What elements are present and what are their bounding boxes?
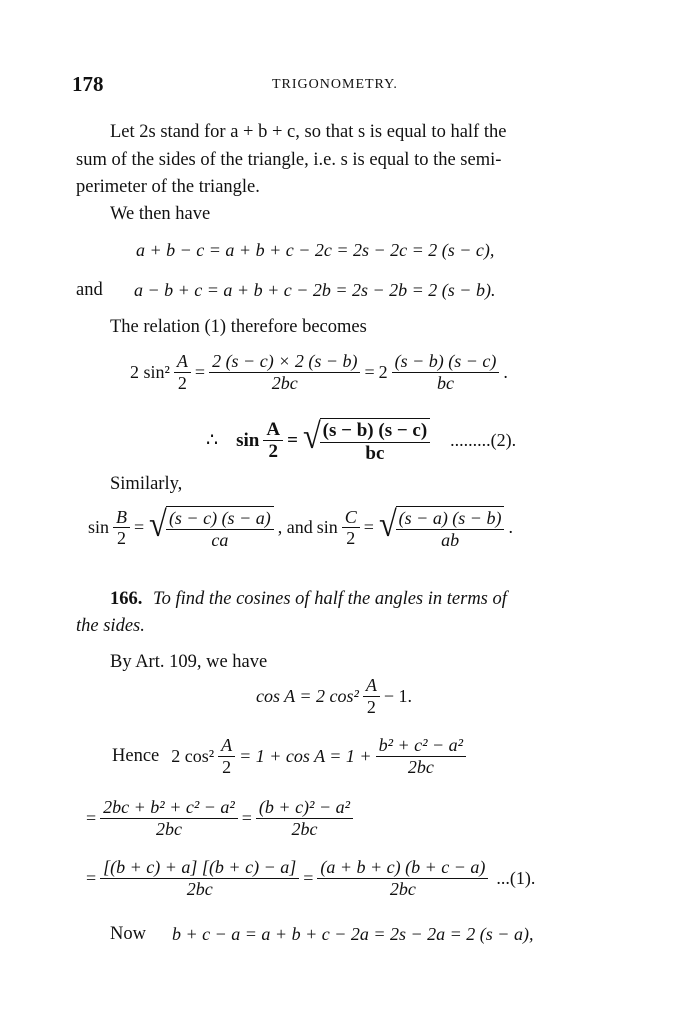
- eq4-root-den: bc: [365, 442, 385, 464]
- eq3-lhs-coef: 2 sin²: [130, 361, 170, 382]
- eq3-mid-num: 2 (s − c) × 2 (s − b): [209, 352, 360, 373]
- eq4-equals: =: [287, 429, 298, 451]
- eq8-frac-1: [100, 798, 238, 839]
- eq6-den: 2: [366, 696, 376, 717]
- eq9-tag: ...(1).: [496, 867, 536, 888]
- eq5-root1-frac: [166, 506, 274, 550]
- eq5-c-num: C: [342, 508, 360, 529]
- eq8-eq2: =: [241, 807, 252, 828]
- eq4-frac: [263, 420, 283, 463]
- eq5-root2-num: (s − a) (s − b): [396, 509, 505, 530]
- eq3-lhs-frac: [174, 352, 191, 393]
- section-title-line1: To find the cosines of half the angles in terms of: [153, 589, 507, 609]
- eq3-lhs-num: A: [174, 352, 191, 373]
- eq3-end: .: [503, 361, 508, 382]
- eq9-d1: 2bc: [186, 878, 213, 899]
- eq7-hence: Hence: [112, 745, 160, 766]
- eq3-equals-1: =: [194, 361, 206, 382]
- eq3-rhs-den: bc: [437, 372, 455, 393]
- art-reference: By Art. 109, we have: [110, 652, 268, 672]
- eq6-rhs: − 1.: [383, 685, 413, 706]
- eq7-f-den: 2bc: [407, 756, 434, 777]
- para1-line3: perimeter of the triangle.: [76, 177, 260, 197]
- eq3-rhs-frac: [392, 352, 500, 393]
- eq4-num: A: [263, 420, 283, 442]
- eq8-d2: 2bc: [291, 818, 318, 839]
- eq9-d2: 2bc: [389, 878, 416, 899]
- eq5-and: , and: [277, 517, 313, 538]
- eq5-root1-den: ca: [211, 529, 229, 550]
- eq6-lhs: cos A = 2 cos²: [256, 685, 359, 706]
- equation-3: [130, 352, 508, 393]
- eq7-frac-a: [218, 736, 235, 777]
- para1-line2: sum of the sides of the triangle, i.e. s is equal to the semi-: [76, 150, 502, 170]
- section-number: 166.: [110, 589, 143, 609]
- eq3-lhs-den: 2: [177, 372, 187, 393]
- equation-10: b + c − a = a + b + c − 2a = 2s − 2a = 2 (s − a),: [172, 924, 534, 944]
- eq6-frac: [363, 676, 380, 717]
- radical-icon: √: [302, 416, 321, 456]
- eq10-now: Now: [110, 924, 146, 944]
- eq4-tag: .........(2).: [450, 430, 517, 451]
- eq5-sqrt-1: [148, 506, 274, 550]
- eq9-eq2: =: [303, 867, 314, 888]
- eq7-mid: = 1 + cos A = 1 +: [239, 745, 372, 766]
- eq4-root-num: (s − b) (s − c): [320, 421, 431, 443]
- section-heading: [110, 589, 507, 610]
- para1-line1: Let 2s stand for a + b + c, so that s is equal to half the: [110, 122, 507, 142]
- eq8-n2: (b + c)² − a²: [256, 798, 353, 819]
- relation-text: The relation (1) therefore becomes: [110, 317, 367, 337]
- para1-line4: We then have: [110, 204, 211, 224]
- eq9-frac-1: [100, 858, 299, 899]
- eq7-num: A: [218, 736, 235, 757]
- eq9-n1: [(b + c) + a] [(b + c) − a]: [100, 858, 299, 879]
- eq4-sin: sin: [236, 429, 260, 451]
- eq8-d1: 2bc: [155, 818, 182, 839]
- eq8-frac-2: [256, 798, 353, 839]
- section-title-line2: the sides.: [76, 616, 145, 636]
- equation-5: [88, 506, 513, 550]
- page-number: 178: [72, 72, 104, 96]
- eq5-root1-num: (s − c) (s − a): [166, 509, 274, 530]
- eq3-mid-den: 2bc: [271, 372, 298, 393]
- eq5-root2-frac: [396, 506, 505, 550]
- eq4-sqrt: [302, 418, 430, 464]
- eq5-sqrt-2: [378, 506, 505, 550]
- radical-icon: √: [378, 504, 397, 544]
- radical-icon: √: [149, 504, 167, 544]
- equation-6: [256, 676, 412, 717]
- eq5-frac-b: [113, 508, 130, 549]
- eq3-equals-2: =: [364, 361, 375, 382]
- eq5-b-num: B: [113, 508, 130, 529]
- eq4-den: 2: [268, 441, 278, 463]
- equation-2-prefix: and: [76, 280, 103, 300]
- eq7-lhs: 2 cos²: [171, 745, 215, 766]
- eq5-c-den: 2: [346, 528, 356, 549]
- similarly-text: Similarly,: [110, 474, 183, 494]
- eq7-den: 2: [222, 756, 232, 777]
- eq5-equals-1: =: [134, 517, 145, 538]
- eq7-f-num: b² + c² − a²: [376, 736, 466, 757]
- equation-1: a + b − c = a + b + c − 2c = 2s − 2c = 2 (s − c),: [136, 240, 495, 260]
- eq6-num: A: [363, 676, 380, 697]
- eq5-sin1: sin: [88, 517, 110, 538]
- eq3-rhs-coef: 2: [378, 361, 388, 382]
- equation-2: a − b + c = a + b + c − 2b = 2s − 2b = 2 (s − b).: [134, 280, 496, 300]
- eq3-mid-frac: [209, 352, 360, 393]
- eq5-frac-c: [342, 508, 360, 549]
- therefore-symbol: ∴: [206, 430, 219, 452]
- running-title: TRIGONOMETRY.: [272, 77, 398, 92]
- equation-4: [206, 418, 516, 464]
- eq8-eq: =: [86, 807, 97, 828]
- equation-7: [112, 736, 466, 777]
- eq9-frac-2: [317, 858, 488, 899]
- eq3-rhs-num: (s − b) (s − c): [392, 352, 500, 373]
- eq9-eq: =: [86, 867, 97, 888]
- equation-8: [86, 798, 353, 839]
- eq9-n2: (a + b + c) (b + c − a): [317, 858, 488, 879]
- eq4-root-frac: [320, 418, 431, 464]
- eq8-n1: 2bc + b² + c² − a²: [100, 798, 238, 819]
- eq5-b-den: 2: [117, 528, 127, 549]
- eq5-end: .: [508, 517, 513, 538]
- eq5-root2-den: ab: [441, 529, 460, 550]
- equation-9: [86, 858, 535, 899]
- eq5-equals-2: =: [363, 517, 374, 538]
- eq7-frac-b: [376, 736, 466, 777]
- eq5-sin2: sin: [316, 517, 338, 538]
